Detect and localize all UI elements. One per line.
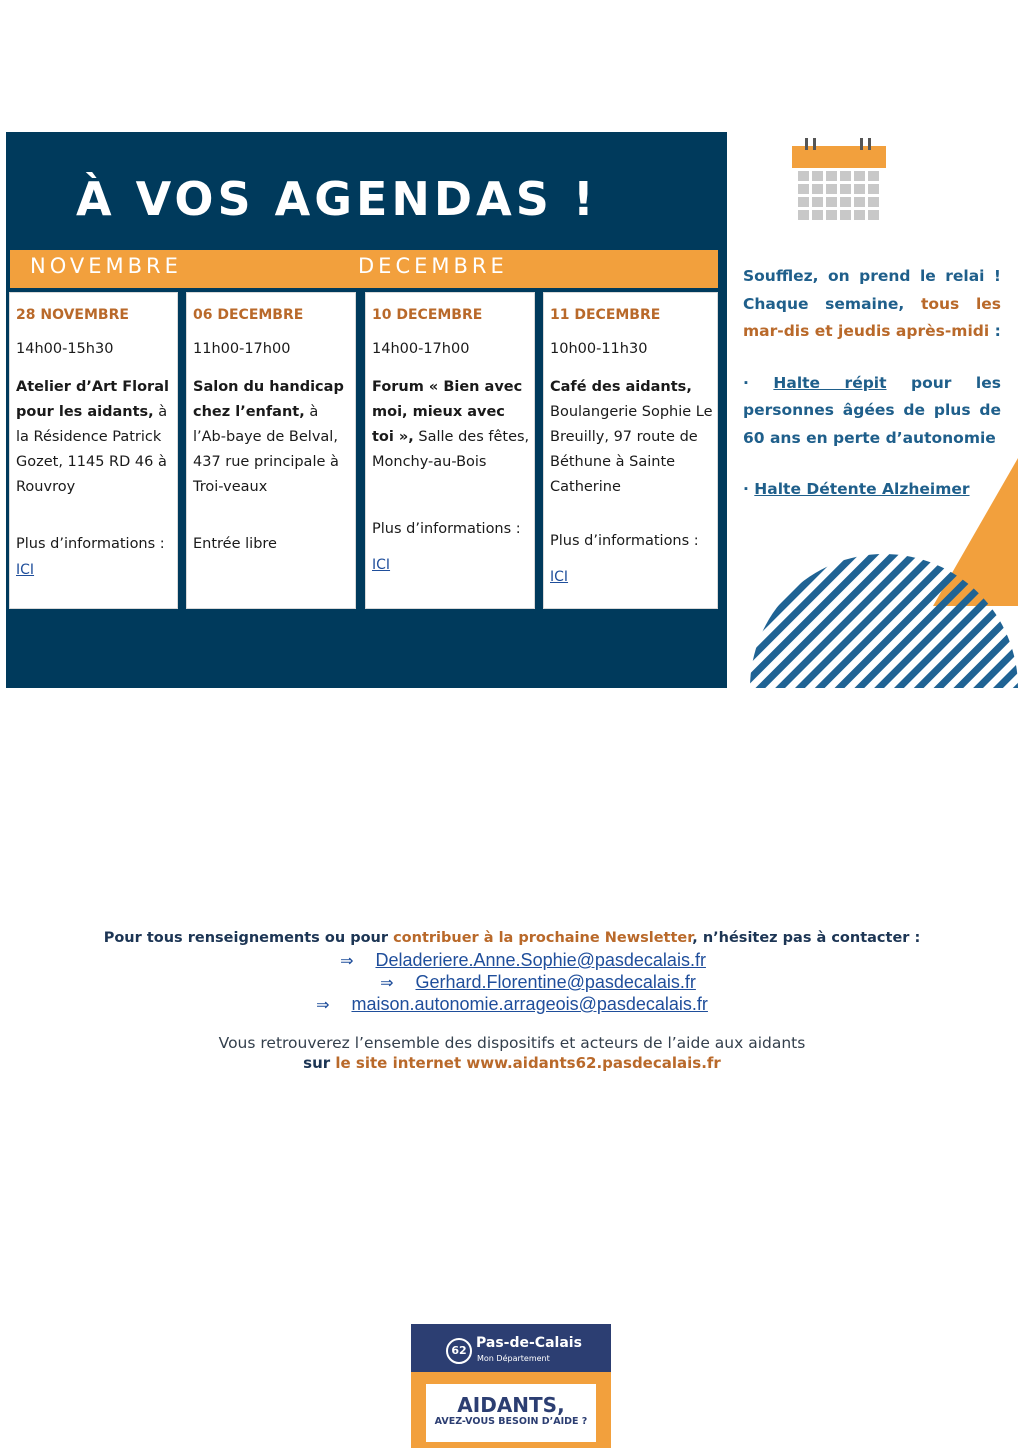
agenda-panel — [6, 132, 727, 688]
logo-footer — [411, 1372, 611, 1448]
email-row — [0, 950, 1024, 972]
arrow-right-icon: ⇒ — [340, 953, 354, 970]
event-card — [543, 292, 718, 609]
event-date: 11 DECEMBRE — [550, 307, 661, 323]
logo-header — [411, 1324, 611, 1372]
month-label-december: DECEMBRE — [358, 254, 508, 278]
halte-repit-link[interactable]: Halte répit — [773, 373, 887, 392]
email-link[interactable]: Deladeriere.Anne.Sophie@pasdecalais.fr — [375, 950, 706, 970]
sidebar-intro-text: Soufflez, on prend le relai ! Chaque semaine, — [743, 267, 1001, 313]
event-card — [9, 292, 178, 609]
website-link[interactable]: le site internet www.aidants62.pasdecalais.fr — [335, 1054, 721, 1072]
event-time: 14h00-17h00 — [372, 341, 470, 357]
logo-panel — [426, 1384, 596, 1442]
logo-question: AVEZ-VOUS BESOIN D’AIDE ? — [434, 1416, 588, 1427]
event-details: à l’Ab-baye de Belval, 437 rue principale à Troi-veaux — [193, 404, 339, 495]
event-title: Café des aidants, — [550, 379, 692, 395]
contact-intro — [0, 930, 1024, 946]
event-link[interactable]: ICI — [550, 569, 569, 585]
event-link[interactable]: ICI — [16, 562, 35, 578]
sidebar-intro-end: : — [989, 322, 1001, 340]
event-description — [193, 375, 351, 500]
event-card — [365, 292, 535, 609]
logo-main-text: AIDANTS, — [457, 1393, 565, 1417]
decorative-shapes — [728, 458, 1024, 688]
logo-subtitle: Mon Département — [477, 1354, 550, 1363]
contact-intro-text: Pour tous renseignements ou pour — [103, 930, 394, 946]
more-info-prefix: sur — [303, 1054, 336, 1072]
email-row — [0, 972, 1024, 994]
email-link[interactable]: Gerhard.Florentine@pasdecalais.fr — [415, 972, 696, 992]
event-card — [186, 292, 356, 609]
event-details: à la Résidence Patrick Gozet, 1145 RD 46 à Rouvroy — [16, 404, 168, 495]
month-bar — [10, 250, 718, 288]
arrow-right-icon: ⇒ — [380, 975, 394, 992]
more-info-website — [0, 1054, 1024, 1072]
event-more-info: Entrée libre — [193, 536, 277, 552]
sidebar-item-halte-repit — [743, 370, 1001, 453]
email-row — [0, 994, 1024, 1016]
event-link[interactable]: ICI — [372, 557, 391, 573]
event-title: Salon du handicap chez l’enfant, — [193, 379, 344, 420]
pas-de-calais-logo — [411, 1324, 611, 1448]
more-info-line: Vous retrouverez l’ensemble des dispositifs et acteurs de l’aide aux aidants — [218, 1034, 806, 1052]
email-link[interactable]: maison.autonomie.arrageois@pasdecalais.fr — [351, 994, 708, 1014]
event-description — [550, 375, 713, 500]
sidebar-intro — [743, 263, 1001, 346]
event-more-info: Plus d’informations : — [372, 521, 521, 537]
logo-badge: 62 — [446, 1338, 472, 1364]
logo-name: Pas-de-Calais — [476, 1335, 582, 1351]
event-title: Atelier d’Art Floral pour les aidants, — [16, 379, 169, 420]
event-title: Forum « Bien avec moi, mieux avec toi », — [372, 379, 523, 445]
contact-intro-highlight: contribuer à la prochaine Newsletter — [393, 930, 693, 946]
contact-section — [0, 930, 1024, 1016]
more-info-section — [0, 1034, 1024, 1072]
event-more-info: Plus d’informations : — [550, 533, 699, 549]
event-details: Salle des fêtes, Monchy-au-Bois — [372, 429, 530, 470]
event-time: 10h00-11h30 — [550, 341, 648, 357]
bullet: · — [743, 373, 774, 392]
event-description — [372, 375, 530, 475]
contact-intro-end: , n’hésitez pas à contacter : — [692, 930, 921, 946]
sidebar-intro-highlight: tous les mar-dis et jeudis après-midi — [743, 294, 1001, 340]
event-date: 28 NOVEMBRE — [16, 307, 129, 323]
halte-repit-text: pour les personnes âgées de plus de 60 ans en perte d’autonomie — [743, 373, 1001, 447]
arrow-right-icon: ⇒ — [316, 997, 330, 1014]
event-date: 06 DECEMBRE — [193, 307, 304, 323]
event-time: 14h00-15h30 — [16, 341, 114, 357]
bullet: · — [743, 480, 755, 498]
halte-detente-alzheimer-link[interactable]: Halte Détente Alzheimer — [754, 480, 970, 498]
event-date: 10 DECEMBRE — [372, 307, 483, 323]
event-details: Boulangerie Sophie Le Breuilly, 97 route de Béthune à Sainte Catherine — [550, 404, 713, 495]
event-time: 11h00-17h00 — [193, 341, 291, 357]
month-label-november: NOVEMBRE — [30, 254, 182, 278]
event-more-info: Plus d’informations : — [16, 536, 165, 552]
calendar-icon — [792, 138, 886, 224]
event-description — [16, 375, 173, 500]
agenda-title: À VOS AGENDAS ! — [76, 172, 598, 226]
